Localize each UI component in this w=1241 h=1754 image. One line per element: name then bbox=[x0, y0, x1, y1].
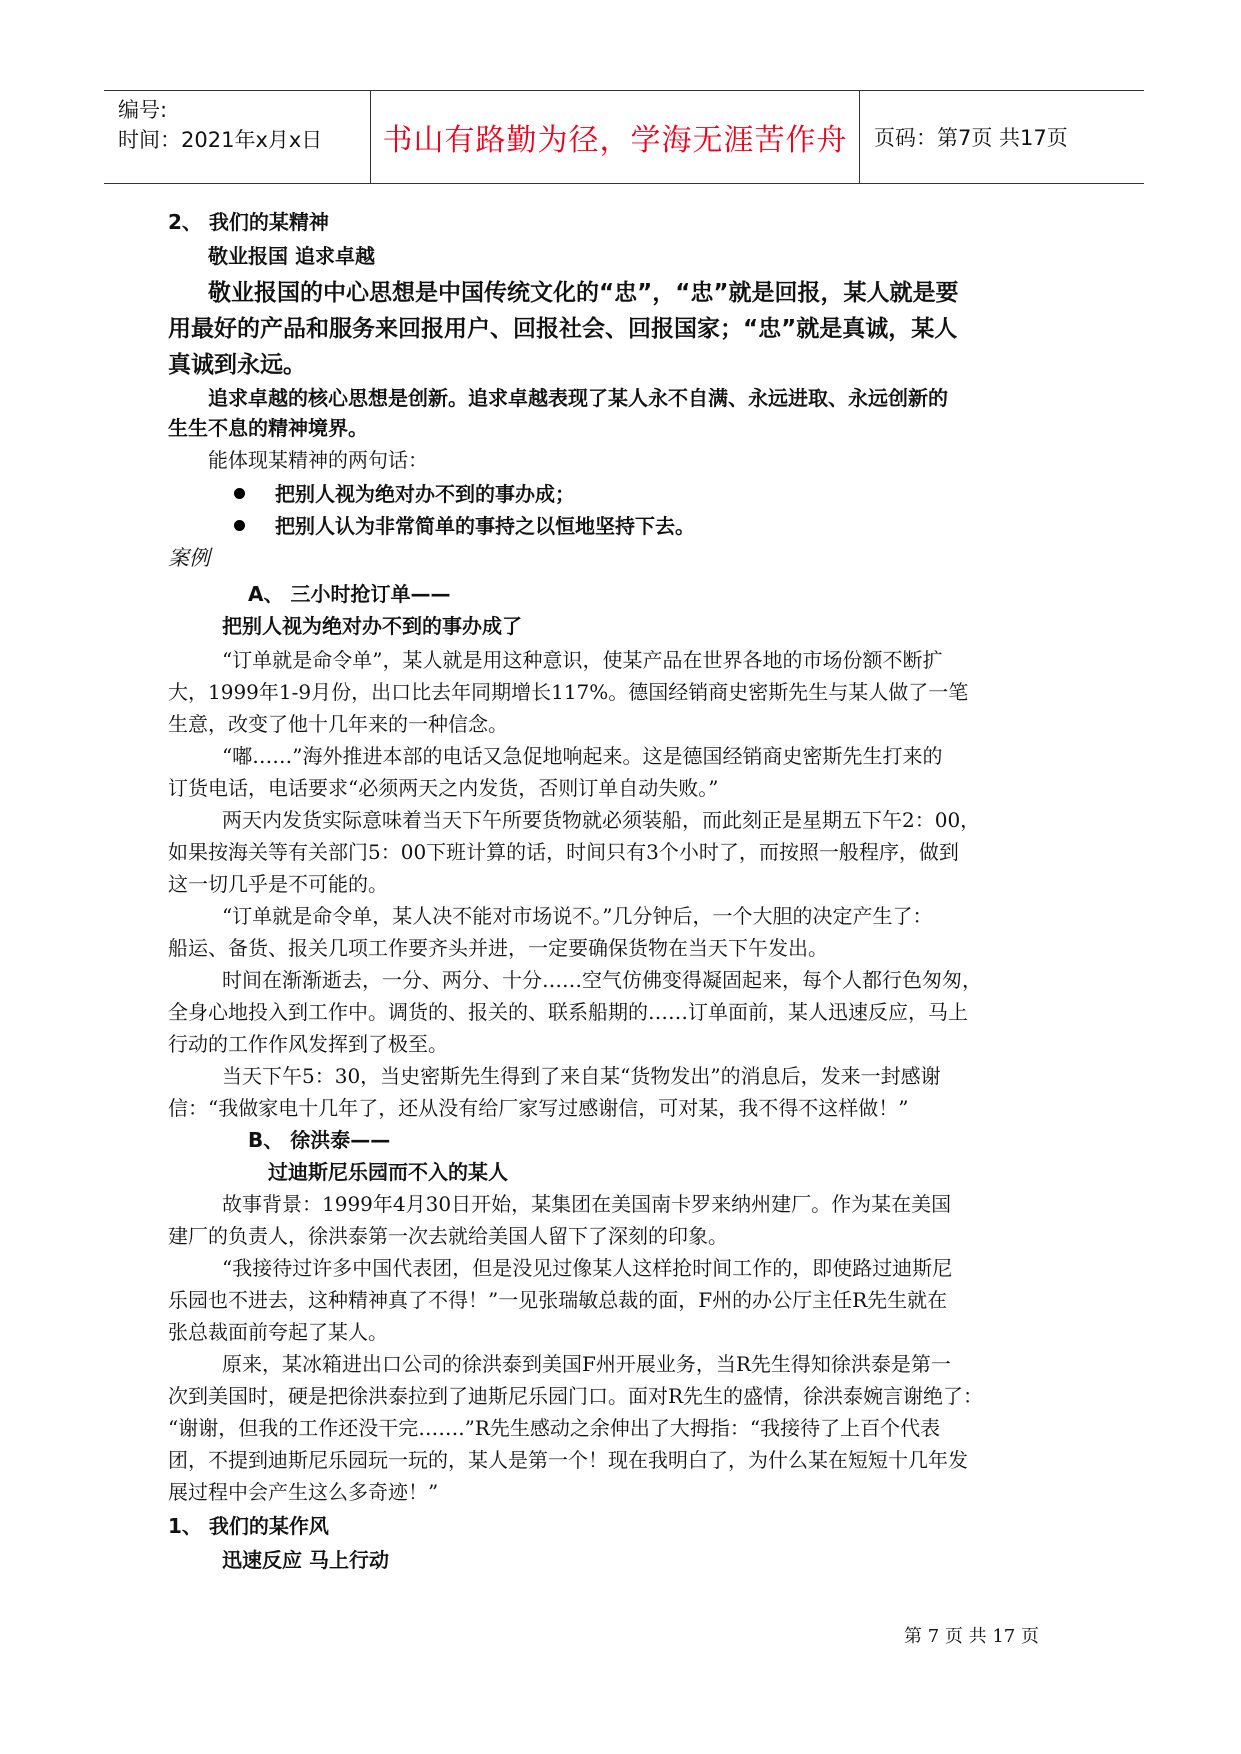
paragraph-line: 次到美国时，硬是把徐洪泰拉到了迪斯尼乐园门口。面对R先生的盛情，徐洪泰婉言谢绝了： bbox=[168, 1384, 984, 1408]
paragraph-line: 敬业报国的中心思想是中国传统文化的“忠”，“忠”就是回报，某人就是要 bbox=[208, 280, 959, 306]
paragraph-line: 信：“我做家电十几年了，还从没有给厂家写过感谢信，可对某，我不得不这样做！” bbox=[168, 1096, 909, 1120]
document-time-label: 时间：2021年x月x日 bbox=[118, 128, 323, 152]
section-heading-spirit: 2、 我们的某精神 bbox=[168, 210, 329, 234]
paragraph-line: 大，1999年1-9月份，出口比去年同期增长117%。德国经销商史密斯先生与某人做了一笔 bbox=[168, 680, 969, 704]
paragraph-line: 当天下午5：30，当史密斯先生得到了来自某“货物发出”的消息后，发来一封感谢 bbox=[222, 1064, 941, 1088]
paragraph-line: 原来，某冰箱进出口公司的徐洪泰到美国F州开展业务，当R先生得知徐洪泰是第一 bbox=[222, 1352, 951, 1376]
paragraph-line: “嘟……”海外推进本部的电话又急促地响起来。这是德国经销商史密斯先生打来的 bbox=[222, 744, 943, 768]
paragraph-line: “谢谢，但我的工作还没干完…….”R先生感动之余伸出了大拇指：“我接待了上百个代表 bbox=[168, 1416, 941, 1440]
paragraph-line: 如果按海关等有关部门5：00下班计算的话，时间只有3个小时了，而按照一般程序，做到 bbox=[168, 840, 959, 864]
paragraph-line: 时间在渐渐逝去，一分、两分、十分……空气仿佛变得凝固起来，每个人都行色匆匆， bbox=[222, 968, 982, 992]
paragraph-line: 追求卓越的核心思想是创新。追求卓越表现了某人永不自满、永远进取、永远创新的 bbox=[208, 386, 948, 410]
paragraph-line: 全身心地投入到工作中。调货的、报关的、联系船期的……订单面前，某人迅速反应，马上 bbox=[168, 1000, 968, 1024]
paragraph-line: 故事背景：1999年4月30日开始，某集团在美国南卡罗来纳州建厂。作为某在美国 bbox=[222, 1192, 952, 1216]
section-heading-style: 1、 我们的某作风 bbox=[168, 1514, 329, 1538]
paragraph-line: 能体现某精神的两句话： bbox=[208, 448, 428, 472]
paragraph-line: 这一切几乎是不可能的。 bbox=[168, 872, 388, 896]
header-page-label: 页码：第7页 共17页 bbox=[874, 126, 1068, 150]
paragraph-line: 生意，改变了他十几年来的一种信念。 bbox=[168, 712, 508, 736]
paragraph-line: 订货电话，电话要求“必须两天之内发货，否则订单自动失败。” bbox=[168, 776, 719, 800]
case-b-subheading: 过迪斯尼乐园而不入的某人 bbox=[268, 1160, 508, 1184]
paragraph-line: 船运、备货、报关几项工作要齐头并进，一定要确保货物在当天下午发出。 bbox=[168, 936, 828, 960]
paragraph-line: “订单就是命令单”，某人就是用这种意识，使某产品在世界各地的市场份额不断扩 bbox=[222, 648, 943, 672]
paragraph-line: 真诚到永远。 bbox=[168, 352, 306, 378]
paragraph-line: 用最好的产品和服务来回报用户、回报社会、回报国家；“忠”就是真诚，某人 bbox=[168, 316, 958, 342]
case-heading: 案例 bbox=[168, 546, 210, 570]
bullet-item bbox=[234, 478, 575, 507]
paragraph-line: 建厂的负责人，徐洪泰第一次去就给美国人留下了深刻的印象。 bbox=[168, 1224, 728, 1248]
header-motto: 书山有路勤为径，学海无涯苦作舟 bbox=[370, 91, 860, 183]
paragraph-line: “订单就是命令单，某人决不能对市场说不。”几分钟后，一个大胆的决定产生了： bbox=[222, 904, 933, 928]
paragraph-line: 生生不息的精神境界。 bbox=[168, 416, 368, 440]
case-a-subheading: 把别人视为绝对办不到的事办成了 bbox=[222, 614, 522, 638]
bullet-icon bbox=[234, 488, 245, 499]
paragraph-line: 团，不提到迪斯尼乐园玩一玩的，某人是第一个！现在我明白了，为什么某在短短十几年发 bbox=[168, 1448, 968, 1472]
paragraph-line: 张总裁面前夸起了某人。 bbox=[168, 1320, 388, 1344]
paragraph-line: 两天内发货实际意味着当天下午所要货物就必须装船，而此刻正是星期五下午2：00， bbox=[222, 808, 981, 832]
paragraph-line: 展过程中会产生这么多奇迹！” bbox=[168, 1480, 439, 1504]
bullet-text: 把别人认为非常简单的事持之以恒地坚持下去。 bbox=[275, 514, 695, 538]
page-header bbox=[104, 90, 1144, 184]
page-footer: 第 7 页 共 17 页 bbox=[904, 1626, 1039, 1647]
case-a-heading: A、 三小时抢订单—— bbox=[248, 582, 451, 606]
bullet-icon bbox=[234, 520, 245, 531]
paragraph-line: 行动的工作作风发挥到了极至。 bbox=[168, 1032, 448, 1056]
bullet-item bbox=[234, 510, 695, 539]
case-b-heading: B、 徐洪泰—— bbox=[248, 1128, 391, 1152]
document-number-label: 编号: bbox=[118, 98, 168, 122]
spirit-subheading: 敬业报国 追求卓越 bbox=[208, 244, 375, 268]
style-subheading: 迅速反应 马上行动 bbox=[222, 1548, 389, 1572]
paragraph-line: “我接待过许多中国代表团，但是没见过像某人这样抢时间工作的，即使路过迪斯尼 bbox=[222, 1256, 953, 1280]
header-left bbox=[104, 91, 370, 183]
paragraph-line: 乐园也不进去，这种精神真了不得！”一见张瑞敏总裁的面，F州的办公厅主任R先生就在 bbox=[168, 1288, 948, 1312]
bullet-text: 把别人视为绝对办不到的事办成； bbox=[275, 482, 575, 506]
